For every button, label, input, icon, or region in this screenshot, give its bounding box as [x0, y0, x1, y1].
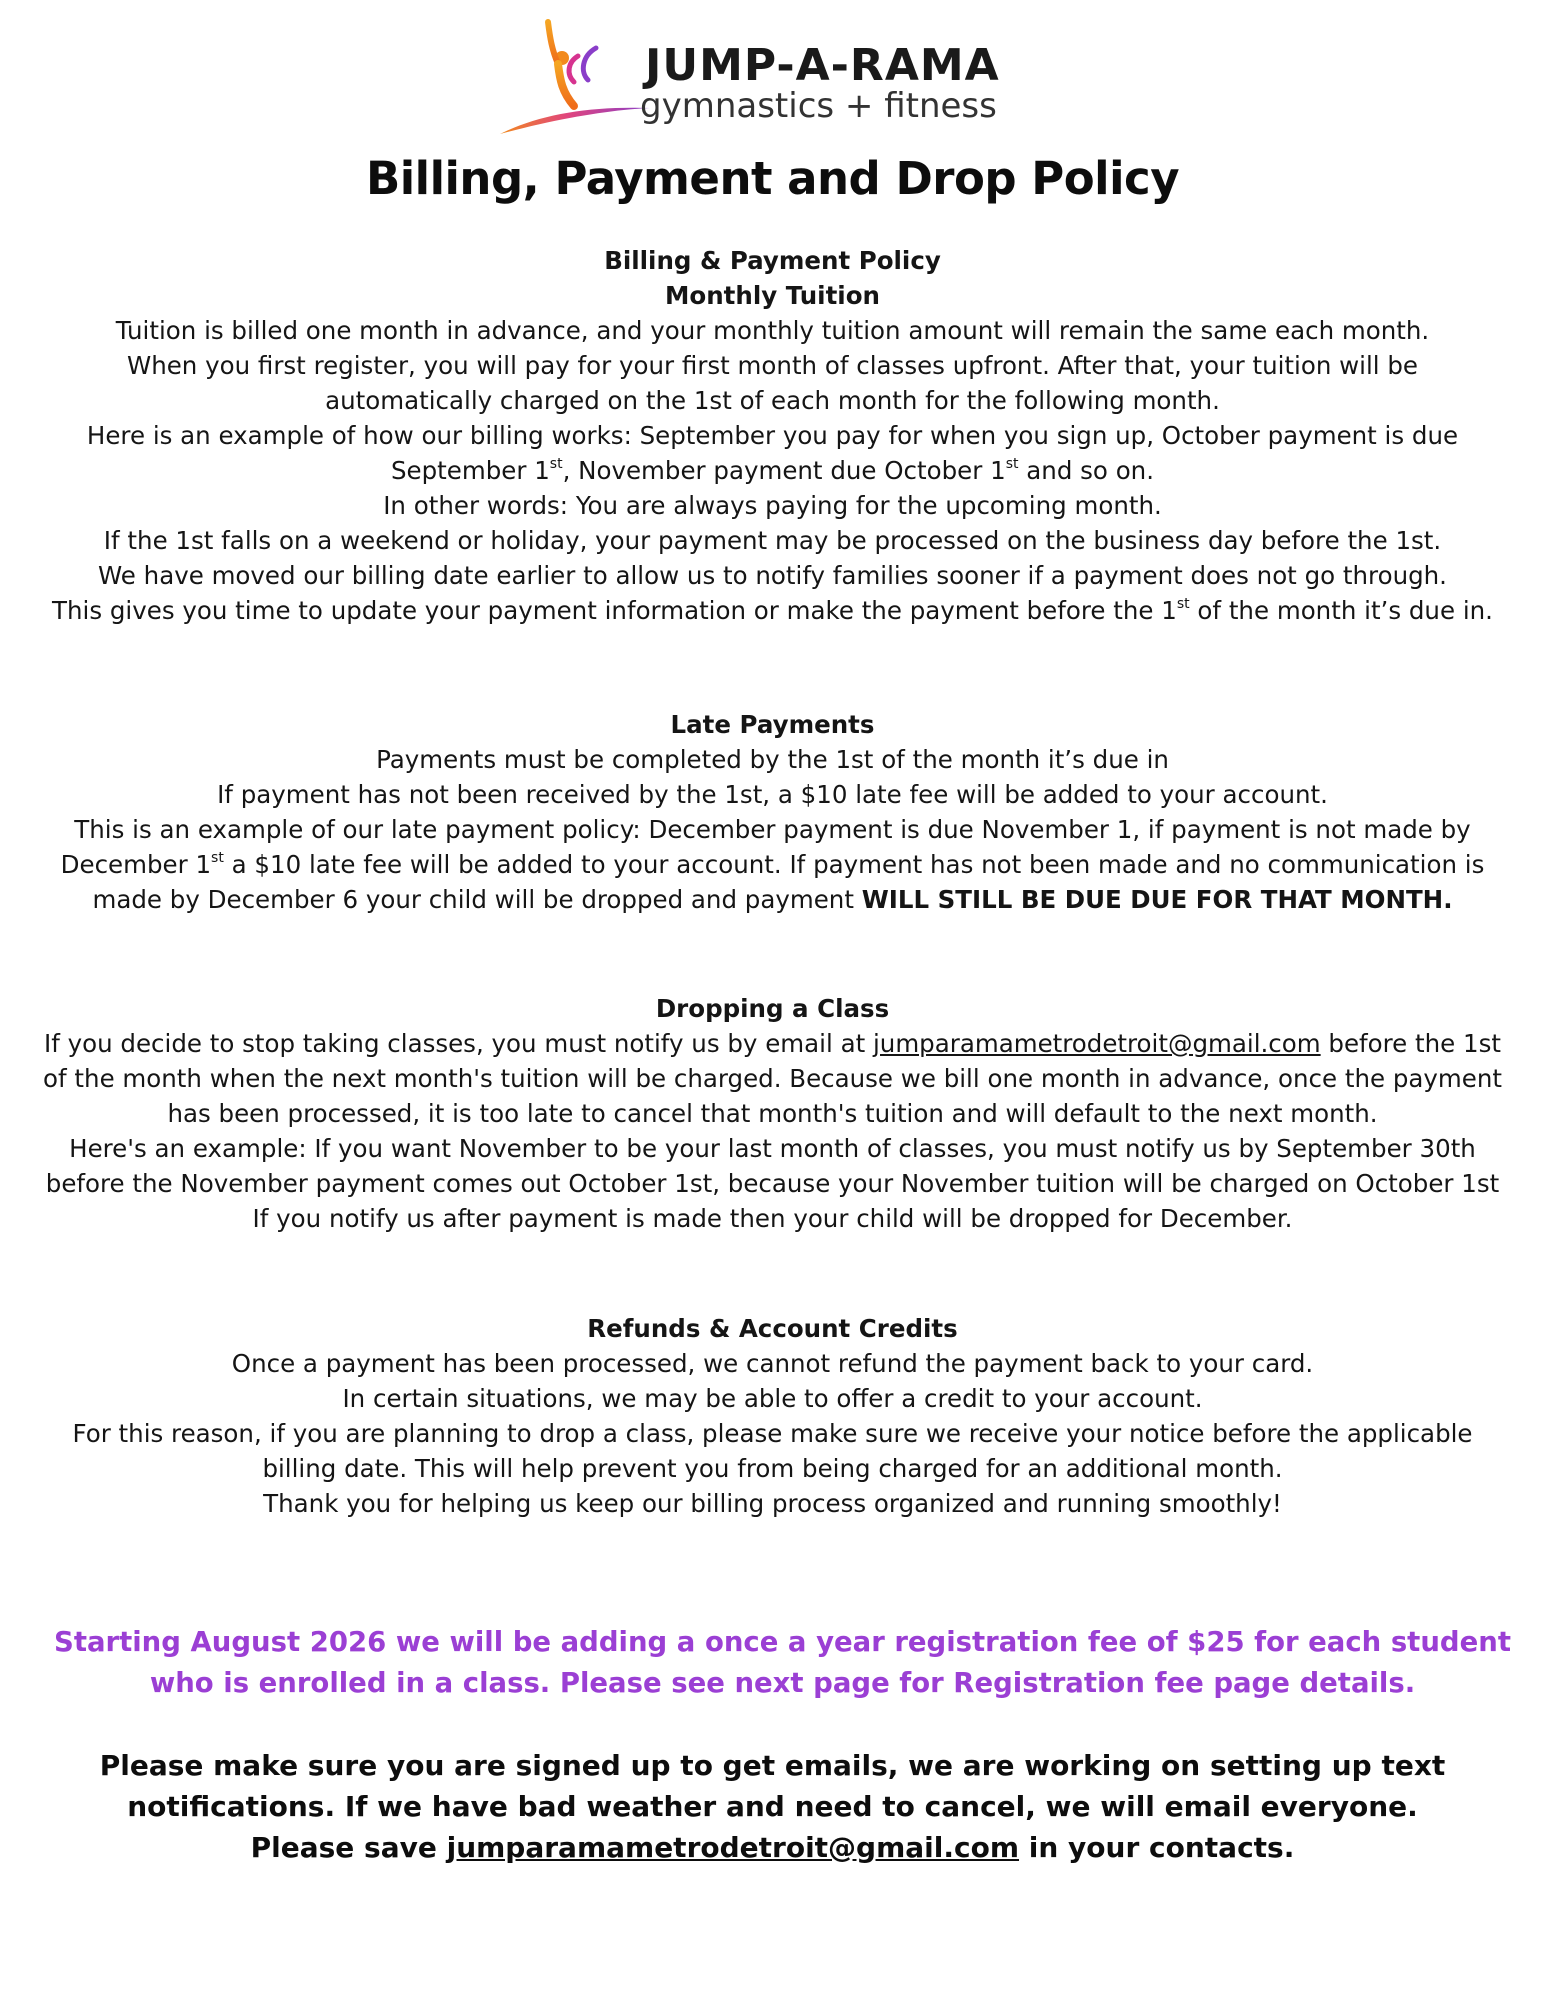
refunds-line: Once a payment has been processed, we cannot refund the payment back to your card. — [231, 1349, 1314, 1378]
contact-email-link[interactable]: jumparamametrodetroit@gmail.com — [446, 1831, 1020, 1864]
email-link[interactable]: jumparamametrodetroit@gmail.com — [872, 1029, 1321, 1058]
billing-example: Here is an example of how our billing works: September you pay for when you sign up, October payment is due September 1st, November payment due October 1st and so on. — [86, 421, 1459, 485]
refunds-heading: Refunds & Account Credits — [587, 1314, 958, 1343]
refunds-line: For this reason, if you are planning to drop a class, please make sure we receive your notice before the applicable billing date. This will help prevent you from being charged for an additional month. — [72, 1419, 1473, 1483]
dropping-heading: Dropping a Class — [655, 994, 890, 1023]
billing-line: In other words: You are always paying for the upcoming month. — [383, 491, 1162, 520]
logo-name: JUMP-A-RAMA — [645, 40, 1000, 91]
page-title: Billing, Payment and Drop Policy — [365, 152, 1180, 205]
refunds-section — [40, 1311, 1505, 1521]
late-line: If payment has not been received by the 1st, a $10 late fee will be added to your account. — [217, 780, 1328, 809]
save-email-line: Please save jumparamametrodetroit@gmail.com in your contacts. — [250, 1831, 1295, 1864]
monthly-tuition-heading: Monthly Tuition — [665, 281, 880, 310]
late-payments-section — [40, 707, 1505, 917]
billing-heading: Billing & Payment Policy — [604, 246, 941, 275]
jump-a-rama-logo — [500, 18, 1000, 138]
late-payments-heading: Late Payments — [670, 710, 875, 739]
billing-line: This gives you time to update your payment information or make the payment before the 1st of the month it’s due in. — [52, 595, 1493, 625]
refunds-line: In certain situations, we may be able to offer a credit to your account. — [342, 1384, 1203, 1413]
billing-section — [40, 243, 1505, 628]
billing-line: We have moved our billing date earlier to allow us to notify families sooner if a payment does not go through. — [98, 561, 1447, 590]
billing-line: If the 1st falls on a weekend or holiday, your payment may be processed on the business day before the 1st. — [103, 526, 1442, 555]
logo-tagline: gymnastics + fitness — [640, 86, 997, 126]
dropping-example: Here's an example: If you want November to be your last month of classes, you must notify us by September 30th before the November payment comes out October 1st, because your November tuition will be charged on October 1st If you notify us after payment is made then your child will be dropped for December. — [45, 1134, 1500, 1233]
refunds-line: Thank you for helping us keep our billing process organized and running smoothly! — [263, 1489, 1282, 1518]
dropping-line: If you decide to stop taking classes, you must notify us by email at jumparamametrodetroit@gmail.com before the 1st of the month when the next month's tuition will be charged. Because we bill one month in advance, once the payment has been processed, it is too late to cancel that month's tuition and will default to the next month. — [43, 1029, 1502, 1128]
dropping-class-section — [40, 991, 1505, 1236]
billing-line: When you first register, you will pay for your first month of classes upfront. After that, your tuition will be automatically charged on the 1st of each month for the following month. — [126, 351, 1419, 415]
registration-fee-notice: Starting August 2026 we will be adding a once a year registration fee of $25 for each student who is enrolled in a class. Please see next page for Registration fee page details. — [54, 1626, 1511, 1699]
billing-line: Tuition is billed one month in advance, and your monthly tuition amount will remain the same each month. — [115, 316, 1430, 345]
email-signup-line: Please make sure you are signed up to get emails, we are working on setting up text notifications. If we have bad weather and need to cancel, we will email everyone. — [99, 1749, 1446, 1823]
late-example: This is an example of our late payment policy: December payment is due November 1, if payment is not made by December 1st a $10 late fee will be added to your account. If payment has not been made and no communication is made by December 6 your child will be dropped and payment WILL STILL BE DUE DUE FOR THAT MONTH. — [60, 815, 1485, 914]
late-line: Payments must be completed by the 1st of the month it’s due in — [376, 745, 1169, 774]
email-signup-notice — [40, 1745, 1505, 1868]
